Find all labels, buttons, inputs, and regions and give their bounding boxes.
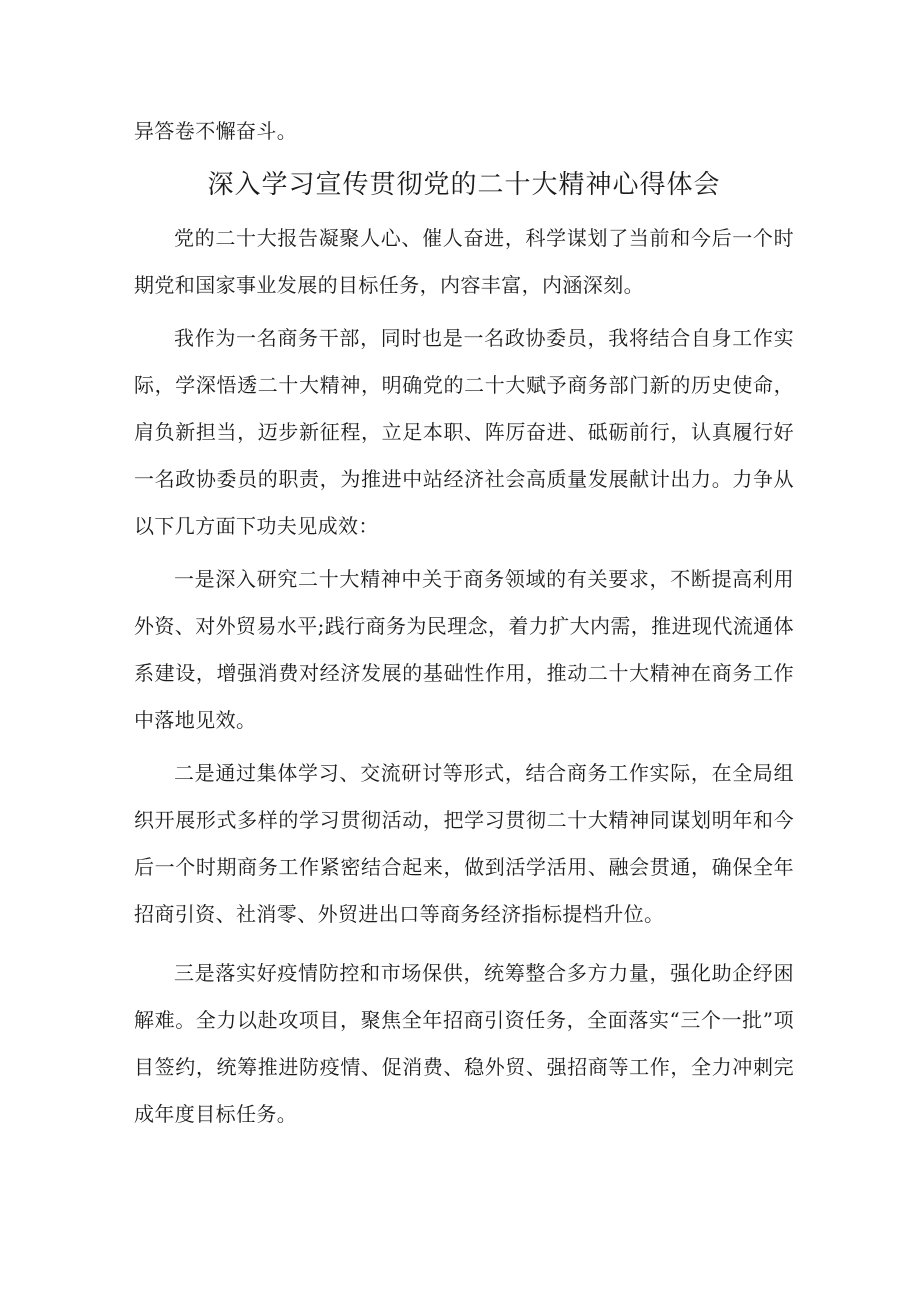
paragraph-commitment: 我作为一名商务干部，同时也是一名政协委员，我将结合自身工作实际，学深悟透二十大精神，明确党的二十大赋予商务部门新的历史使命，肩负新担当，迈步新征程，立足本职、阵厉奋进、砥砺前行，认真履行好一名政协委员的职责，为推进中站经济社会高质量发展献计出力。力争从以下几方面下功夫见成效： xyxy=(134,326,794,538)
document-title: 深入学习宣传贯彻党的二十大精神心得体会 xyxy=(207,170,721,200)
continued-text: 异答卷不懈奋斗。 xyxy=(134,119,298,143)
paragraph-point-two: 二是通过集体学习、交流研讨等形式，结合商务工作实际，在全局组织开展形式多样的学习贯彻活动，把学习贯彻二十大精神同谋划明年和今后一个时期商务工作紧密结合起来，做到活学活用、融会贯通，确保全年招商引资、社消零、外贸进出口等商务经济指标提档升位。 xyxy=(134,761,794,926)
document-body xyxy=(134,108,794,1144)
paragraph-point-three: 三是落实好疫情防控和市场保供，统筹整合多方力量，强化助企纾困解难。全力以赴攻项目，聚焦全年招商引资任务，全面落实“三个一批”项目签约，统筹推进防疫情、促消费、稳外贸、强招商等工作，全力冲刺完成年度目标任务。 xyxy=(134,961,794,1126)
paragraph-point-one: 一是深入研究二十大精神中关于商务领域的有关要求，不断提高利用外资、对外贸易水平;践行商务为民理念，着力扩大内需，推进现代流通体系建设，增强消费对经济发展的基础性作用，推动二十大精神在商务工作中落地见效。 xyxy=(134,567,794,732)
paragraph-intro: 党的二十大报告凝聚人心、催人奋进，科学谋划了当前和今后一个时期党和国家事业发展的目标任务，内容丰富，内涵深刻。 xyxy=(134,226,794,297)
